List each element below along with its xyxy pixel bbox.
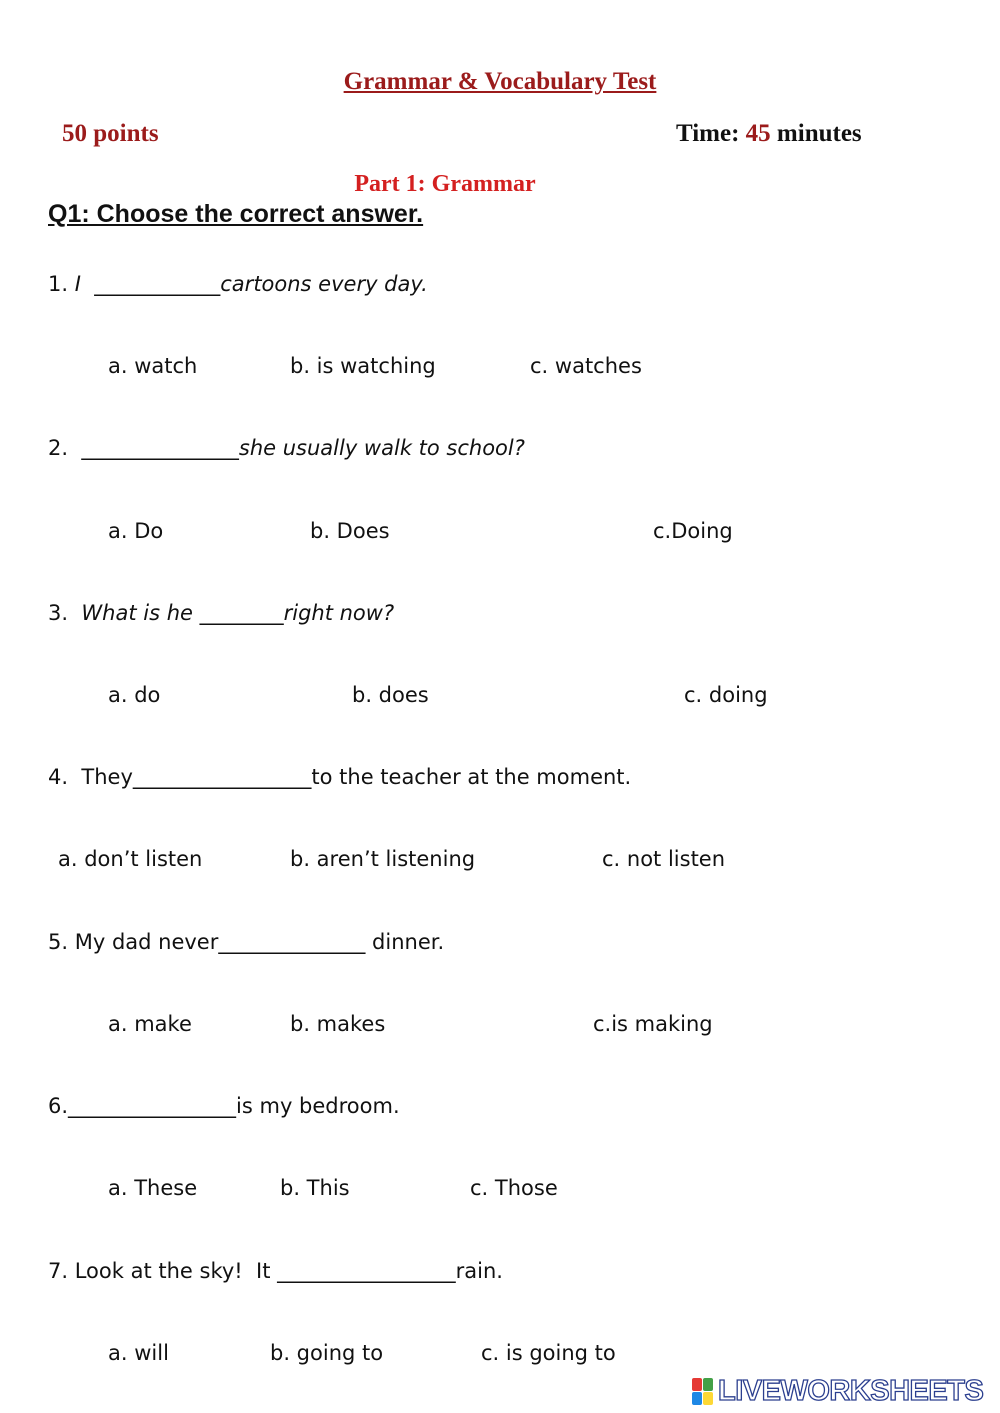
question-5 [48, 930, 444, 954]
question-4-option-b[interactable]: b. aren’t listening [290, 847, 476, 871]
question-2-option-c[interactable]: c.Doing [653, 519, 733, 543]
question-3-option-a[interactable]: a. do [108, 683, 161, 707]
question-2-option-a[interactable]: a. Do [108, 519, 164, 543]
question-1-number: 1. [48, 272, 75, 296]
question-1-option-c[interactable]: c. watches [530, 354, 642, 378]
question-6-blank[interactable]: ________________ [68, 1094, 237, 1118]
liveworksheets-watermark[interactable] [692, 1374, 992, 1408]
question-7-blank[interactable]: Look at the sky! It _________________ [74, 1259, 456, 1283]
question-3 [48, 601, 394, 625]
question-4-option-c[interactable]: c. not listen [602, 847, 726, 871]
test-title: Grammar & Vocabulary Test [343, 68, 657, 95]
question-6-option-c[interactable]: c. Those [470, 1176, 558, 1200]
question-1 [48, 272, 428, 296]
question-5-blank[interactable]: My dad never______________ [74, 930, 366, 954]
logo-block-green [703, 1378, 713, 1391]
question-4-text: to the teacher at the moment. [311, 765, 632, 789]
question-2-option-b[interactable]: b. Does [310, 519, 390, 543]
question-5-option-b[interactable]: b. makes [290, 1012, 386, 1036]
time-label [676, 120, 862, 148]
question-1-blank[interactable]: I ____________ [74, 272, 221, 296]
logo-block-yellow [703, 1392, 713, 1405]
question-7-option-a[interactable]: a. will [108, 1341, 169, 1365]
liveworksheets-logo-icon [692, 1376, 714, 1406]
question-2-text: she usually walk to school? [238, 436, 525, 460]
question-2 [48, 436, 525, 460]
question-1-option-b[interactable]: b. is watching [290, 354, 436, 378]
question-3-option-c[interactable]: c. doing [684, 683, 768, 707]
logo-block-blue [692, 1392, 702, 1405]
question-2-number: 2. [48, 436, 82, 460]
question-7-option-c[interactable]: c. is going to [481, 1341, 616, 1365]
logo-block-red [692, 1378, 702, 1391]
part-heading: Part 1: Grammar [354, 171, 536, 197]
question-5-number: 5. [48, 930, 75, 954]
question-heading: Q1: Choose the correct answer. [48, 200, 424, 228]
question-6-option-a[interactable]: a. These [108, 1176, 198, 1200]
question-4-blank[interactable]: They_________________ [81, 765, 312, 789]
question-4-option-a[interactable]: a. don’t listen [58, 847, 203, 871]
question-7-text: rain. [455, 1259, 503, 1283]
question-6 [48, 1094, 400, 1118]
question-3-text: right now? [283, 601, 395, 625]
question-5-option-c[interactable]: c.is making [593, 1012, 713, 1036]
question-4-number: 4. [48, 765, 82, 789]
question-7-option-b[interactable]: b. going to [270, 1341, 384, 1365]
question-3-option-b[interactable]: b. does [352, 683, 429, 707]
liveworksheets-brand-text: LIVEWORKSHEETS [718, 1374, 984, 1407]
question-1-text: cartoons every day. [220, 272, 428, 296]
question-3-number: 3. [48, 601, 82, 625]
question-5-text: dinner. [365, 930, 445, 954]
question-7 [48, 1259, 503, 1283]
question-6-number: 6. [48, 1094, 69, 1118]
question-6-text: is my bedroom. [236, 1094, 400, 1118]
points-label: 50 points [62, 120, 159, 147]
question-6-option-b[interactable]: b. This [280, 1176, 350, 1200]
question-7-number: 7. [48, 1259, 75, 1283]
time-unit: minutes [770, 120, 862, 147]
question-1-option-a[interactable]: a. watch [108, 354, 198, 378]
question-4 [48, 765, 631, 789]
question-5-option-a[interactable]: a. make [108, 1012, 192, 1036]
question-2-blank[interactable]: _______________ [81, 436, 239, 460]
question-3-blank[interactable]: What is he ________ [81, 601, 284, 625]
time-prefix: Time: [676, 120, 746, 147]
time-value: 45 [745, 120, 771, 147]
